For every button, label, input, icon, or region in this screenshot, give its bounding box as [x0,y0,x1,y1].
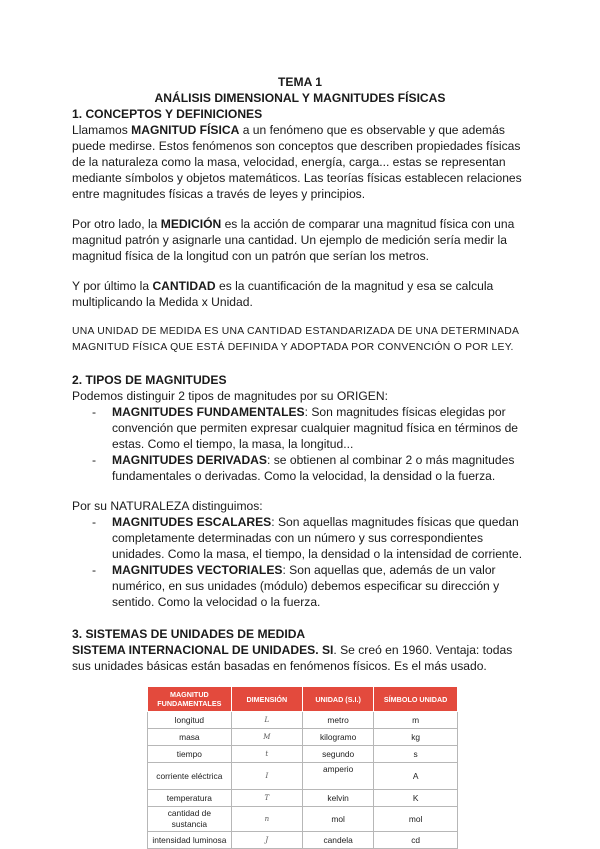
table-row [148,807,458,832]
cell-unidad: segundo [302,746,373,763]
paragraph-magnitud: Llamamos MAGNITUD FÍSICA a un fenómeno que es observable y que además puede medirse. Estos fenómenos son conceptos que describen propiedades físicas de la naturaleza como la masa, velocidad, energía, carga... estas se representan mediante símbolos y objetos matemáticos. Las teorías físicas establecen relaciones entre magnitudes físicas a través de leyes y principios. [72,123,522,201]
table-row [148,729,458,746]
cell-magnitud: masa [148,729,232,746]
list-item: - MAGNITUDES VECTORIALES: Son aquellas que, además de un valor numérico, en sus unidades (módulo) debemos especificar su dirección y sentido. Como la velocidad o la fuerza. [112,562,528,610]
doc-title: TEMA 1 [278,75,322,89]
header-magnitud: MAGNITUD FUNDAMENTALES [148,687,232,712]
cell-dimension: t [231,746,302,763]
origin-intro: Podemos distinguir 2 tipos de magnitudes por su ORIGEN: [72,389,388,403]
cell-unidad: amperio [302,763,373,790]
list-item: - MAGNITUDES FUNDAMENTALES: Son magnitudes físicas elegidas por convención que permiten expresar cualquier magnitud física en términos de estas. Como el tiempo, la masa, la longitud... [112,404,528,452]
cell-magnitud: intensidad luminosa [148,832,232,849]
cell-unidad: kilogramo [302,729,373,746]
cell-simbolo: kg [374,729,458,746]
table-row [148,832,458,849]
cell-simbolo: m [374,712,458,729]
cell-unidad: candela [302,832,373,849]
cell-dimension: L [231,712,302,729]
list-item: - MAGNITUDES ESCALARES: Son aquellas magnitudes físicas que quedan completamente determinadas con un número y sus correspondientes unidades. Como la masa, el tiempo, la densidad o la intensidad de corriente. [112,514,528,562]
cell-simbolo: K [374,790,458,807]
cell-simbolo: cd [374,832,458,849]
header-dimension: DIMENSIÓN [231,687,302,712]
cell-magnitud: corriente eléctrica [148,763,232,790]
table-header-row [148,687,458,712]
header-unidad: UNIDAD (S.I.) [302,687,373,712]
header-simbolo: SÍMBOLO UNIDAD [374,687,458,712]
cell-unidad: metro [302,712,373,729]
paragraph-si: SISTEMA INTERNACIONAL DE UNIDADES. SI. Se creó en 1960. Ventaja: todas sus unidades básicas están basadas en fenómenos físicos. Es el más usado. [72,643,513,673]
table-row [148,763,458,790]
origin-list [72,404,528,484]
doc-subtitle: ANÁLISIS DIMENSIONAL Y MAGNITUDES FÍSICAS [154,91,446,105]
cell-magnitud: cantidad de sustancia [148,807,232,832]
section-1-heading: 1. CONCEPTOS Y DEFINICIONES [72,107,263,121]
cell-magnitud: longitud [148,712,232,729]
table-row [148,790,458,807]
cell-dimension: M [231,729,302,746]
cell-unidad: kelvin [302,790,373,807]
paragraph-medicion: Por otro lado, la MEDICIÓN es la acción de comparar una magnitud física con una magnitud patrón y asignarle una cantidad. Un ejemplo de medición sería medir la magnitud física de la longitud con un patrón que serían los metros. [72,217,515,263]
list-item: - MAGNITUDES DERIVADAS: se obtienen al combinar 2 o más magnitudes fundamentales o derivadas. Como la velocidad, la densidad o la fuerza. [112,452,528,484]
section-3-heading: 3. SISTEMAS DE UNIDADES DE MEDIDA [72,627,306,641]
cell-simbolo: s [374,746,458,763]
nature-list [72,514,528,610]
cell-simbolo: A [374,763,458,790]
cell-magnitud: tiempo [148,746,232,763]
table-row [148,712,458,729]
si-units-table [147,686,458,849]
table-row [148,746,458,763]
section-2-heading: 2. TIPOS DE MAGNITUDES [72,373,227,387]
cell-dimension: T [231,790,302,807]
paragraph-cantidad: Y por último la CANTIDAD es la cuantificación de la magnitud y esa se calcula multiplicando la Medida x Unidad. [72,279,494,309]
cell-dimension: n [231,807,302,832]
paragraph-unidad-medida: UNA UNIDAD DE MEDIDA ES UNA CANTIDAD ESTANDARIZADA DE UNA DETERMINADA MAGNITUD FÍSICA QUE ESTÁ DEFINIDA Y ADOPTADA POR CONVENCIÓN O POR LEY. [72,326,519,353]
cell-unidad: mol [302,807,373,832]
nature-intro: Por su NATURALEZA distinguimos: [72,499,263,513]
cell-simbolo: mol [374,807,458,832]
cell-dimension: J [231,832,302,849]
cell-dimension: I [231,763,302,790]
cell-magnitud: temperatura [148,790,232,807]
